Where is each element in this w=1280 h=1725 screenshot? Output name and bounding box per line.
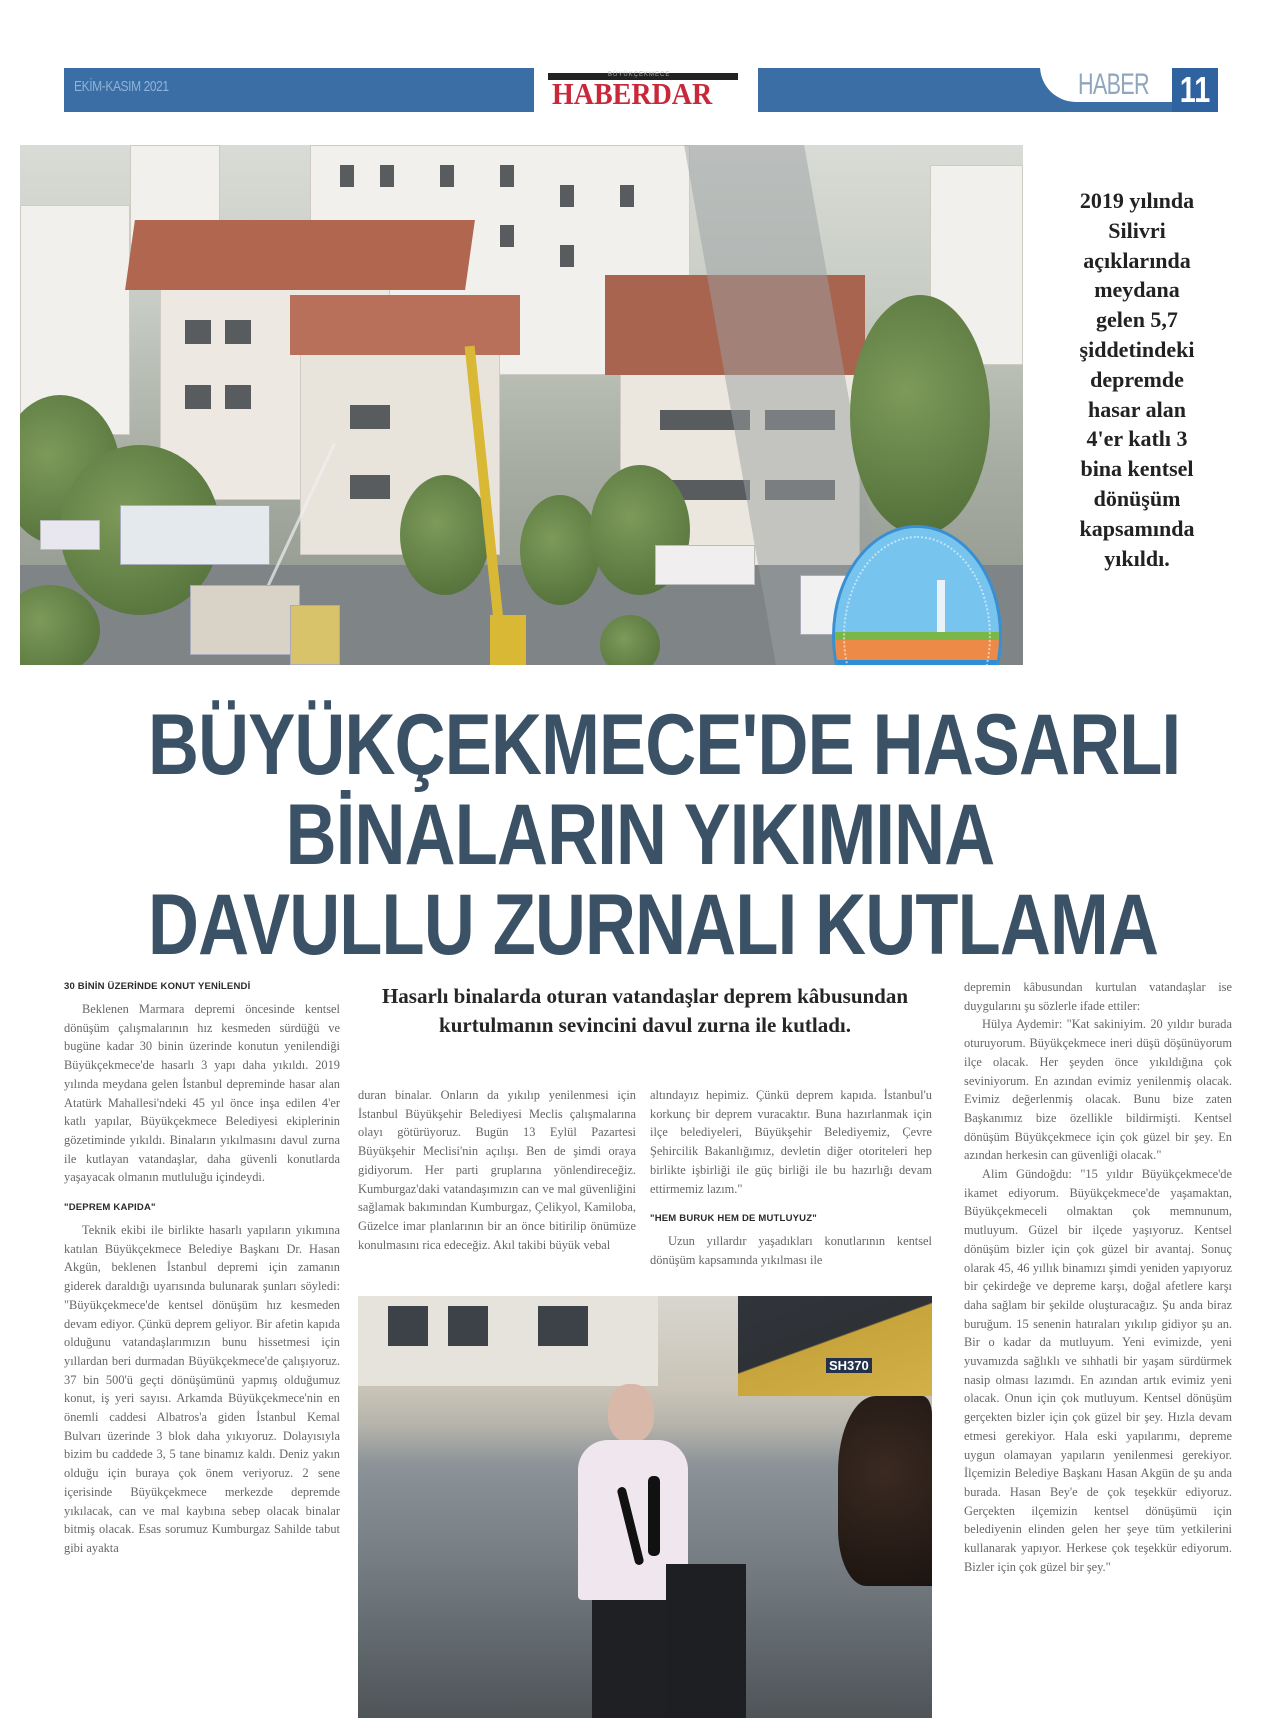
photo-window — [620, 185, 634, 207]
photo-window — [388, 1306, 428, 1346]
excavator-label: SH370 — [826, 1358, 872, 1373]
paragraph: Uzun yıllardır yaşadıkları konutlarının kentsel dönüşüm kapsamında yıkılması ile — [650, 1234, 932, 1267]
headline-line: BÜYÜKÇEKMECE'DE HASARLI — [148, 697, 1181, 793]
subheading: "HEM BURUK HEM DE MUTLUYUZ" — [650, 1213, 817, 1225]
photo-window — [538, 1306, 588, 1346]
photo-caption — [1032, 186, 1242, 573]
paragraph: Hülya Aydemir: "Kat sakiniyim. 20 yıldır burada oturuyorum. Büyükçekmece ineri düşü döşünüyorum ilçe olacak. Her şeyden önce yıkıldığına çok seviniyorum. En azından evimiz yenilenmiş olacak. Evimiz değerlenmiş olacak. Bunu bize zaten Başkanımız bize özellikle bildirmişti. Kentsel dönüşüm Büyükçekmece için çok güzel bir şey. En azından herkesin can güvenliği olacak." — [964, 1017, 1232, 1163]
article-column-3 — [650, 1086, 932, 1270]
damaged-roof-2 — [290, 295, 520, 355]
photo-window — [560, 245, 574, 267]
spacer — [650, 1198, 932, 1210]
caption-line: şiddetindeki — [1079, 336, 1195, 362]
photo-tree — [400, 475, 490, 595]
page-number-box — [1172, 68, 1218, 112]
paragraph: Teknik ekibi ile birlikte hasarlı yapıların yıkımına katılan Büyükçekmece Belediye Başkanı Dr. Hasan Akgün, beklenen İstanbul depremi için zamanın giderek daraldığı uyarısında bulunarak şunları söyledi: "Büyükçekmece'de kentsel dönüşüm hız kesmeden devam ediyor. Çünkü deprem geliyor. Bir afetin kapıda olduğunu vatandaşlarımızın bunu hissetmesi için yıllardan beri durmadan Büyükçekmece'de çalışıyoruz. 37 bin 500'ü geçti dönüşümünü yapmış olduğumuz konut, iş yeri sayısı. Arkamda Büyükçekmece'nin en önemli caddesi Albatros'a giden İstanbul Kemal Bulvarı üzerinde 3 blok daha yıkıyoruz. Dolayısıyla bizim bu caddede 3, 5 tane binamız kaldı. Deniz yakın olduğu için buraya çok önem veriyoruz. 2 sene içerisinde Büyükçekmece merkezde depremde yıkılacak, can ve mal kaybına sebep olacak binalar bitmiş olacak. Esas sorumuz Kumburgaz Sahilde tabut gibi ayakta — [64, 1223, 340, 1555]
damaged-roof-1 — [125, 220, 475, 290]
caption-line: depremde — [1090, 366, 1184, 392]
truck — [190, 585, 300, 655]
section-label: HABER — [1078, 68, 1149, 101]
page-number: 11 — [1179, 69, 1211, 110]
caption-line: kapsamında — [1079, 515, 1195, 541]
article-column-4 — [964, 978, 1232, 1577]
banner — [655, 545, 755, 585]
photo-window — [350, 405, 390, 429]
caption-line: gelen 5,7 — [1096, 307, 1178, 333]
photo-window — [350, 475, 390, 499]
person-pants — [592, 1600, 674, 1718]
interview-photo[interactable] — [358, 1296, 932, 1718]
spacer — [64, 1187, 340, 1199]
subheading: "DEPREM KAPIDA" — [64, 1202, 156, 1214]
article-column-1 — [64, 978, 340, 1558]
paragraph: duran binalar. Onların da yıkılıp yenilenmesi için İstanbul Büyükşehir Belediyesi Meclis çalışmalarına olayı götürüyoruz. Bugün 13 Eylül Pazartesi Büyükşehir Meclisi'nin açılışı. Ben de şimdi oraya gidiyorum. Her parti gruplarına yönlendireceğiz. Kumburgaz'daki vatandaşımızın can ve mal güvenliğini sağlamak bakımından Kumburgaz, Çelikyol, Kamiloba, Güzelce imar planlarının bir an önce bitirilip önümüze konulmasını rica edeceğiz. Akıl takibi büyük vebal — [358, 1088, 636, 1252]
newspaper-logo[interactable] — [548, 68, 744, 112]
headline-line: DAVULLU ZURNALI KUTLAMA — [148, 877, 1159, 973]
photo-window — [500, 225, 514, 247]
banner — [40, 520, 100, 550]
caption-line: Silivri — [1108, 217, 1166, 243]
photo-window — [225, 320, 251, 344]
microphone-icon — [648, 1476, 660, 1556]
truck — [290, 605, 340, 665]
water-truck — [120, 505, 270, 565]
article-column-2 — [358, 1086, 636, 1254]
photo-tree — [520, 495, 600, 605]
municipality-seal-icon — [832, 525, 1002, 665]
headline-line: BİNALARIN YIKIMINA — [285, 787, 995, 883]
subheading: 30 BİNİN ÜZERİNDE KONUT YENİLENDİ — [64, 981, 251, 992]
logo-text: HABERDAR — [552, 77, 713, 112]
photo-window — [185, 320, 211, 344]
caption-line: açıklarında — [1083, 247, 1191, 273]
caption-line: 4'er katlı 3 — [1086, 426, 1188, 452]
paragraph: depremin kâbusundan kurtulan vatandaşlar ise duygularını şu sözlerle ifade ettiler: — [964, 980, 1232, 1013]
article-headline — [40, 697, 1240, 973]
camera — [666, 1564, 746, 1718]
photo-window — [560, 185, 574, 207]
paragraph: Beklenen Marmara depremi öncesinde kentsel dönüşüm çalışmalarının hız kesmeden sürdüğü ve bugüne kadar 30 binin üzerinde konutun yenilendiği Büyükçekmece'de hasarlı 3 yapı daha yıkıldı. 2019 yılında meydana gelen İstanbul depreminde hasar alan Atatürk Mahallesi'ndeki 45 yıl önce inşa edilen 4'er katlı yapılar, Büyükçekmece Belediyesi ekiplerinin gözetiminde yıkıldı. Binaların yıkılmasını davul zurna ile kutlayan vatandaşlar, daha güvenli konutlarda yaşayacak olmanın mutluluğu içindeydi. — [64, 1002, 340, 1185]
photo-window — [225, 385, 251, 409]
article-deck: Hasarlı binalarda oturan vatandaşlar deprem kâbusundan kurtulmanın sevincini davul zurna ile kutladı. — [381, 984, 909, 1037]
logo-strip-text: BÜYÜKÇEKMECE — [608, 72, 671, 78]
photo-window — [448, 1306, 488, 1346]
caption-line: 2019 yılında — [1079, 188, 1195, 213]
crane-base — [490, 615, 526, 665]
paragraph: altındayız hepimiz. Çünkü deprem kapıda. İstanbul'u korkunç bir deprem vuracaktır. Buna hazırlanmak için ilçe belediyeleri, Büyükşehir Belediyemiz, Çevre Şehircilik Bakanlığımız, devletin diğer otoriteleri hep birlikte işbirliği ile güç birliği ile bu hazırlığı devam ettirmemiz lazım." — [650, 1088, 932, 1196]
photo-window — [340, 165, 354, 187]
paragraph: Alim Gündoğdu: "15 yıldır Büyükçekmece'de ikamet ediyorum. Büyükçekmece'de yaşamaktan, Büyükçekmeceli olmaktan çok memnunum, mutluyum. Güzel bir ilçede yaşıyoruz. Kentsel dönüşüm bizler için çok güzel bir avantaj. Sonuç olarak 45, 46 yıllık binamızı şimdi yeniden yapıyoruz bir çekirdeğe ve depreme karşı, doğal afetlere karşı daha sağlam bir şekilde oluşturacağız. Şu anda biraz buruğum. 15 senenin hatıraları yıkılıp gidiyor şu an. Bir o kadar da mutluyum. Yeni evimizde, yeni yuvamızda sağlıklı ve sıhhatli bir yaşam sürdürmek nasip olması lazımdı. En azından artık evimiz yeni olacak. Onun için çok mutluyum. Kentsel dönüşüm gerçekten bizler için çok güzel bir şey. Hızla devam etmesi gerekiyor. Hala eski yapılarımı, depreme uygun olamayan yapıların yenilenmesi gerekiyor. İlçemizin Belediye Başkanı Hasan Akgün de şu anda burada. Hasan Bey'e de çok teşekkür ediyoruz. Gerçekten ilçemizin kentsel dönüşümü için belediyenin elinden gelen her şeye tüm yetkilerini kullanarak yapıyor. Herkese çok teşekkür ediyorum. Bizler için çok güzel bir şey." — [964, 1167, 1232, 1574]
photo-window — [185, 385, 211, 409]
photo-tree — [850, 295, 990, 535]
caption-line: bina kentsel — [1080, 456, 1194, 482]
reporter-figure — [838, 1396, 932, 1586]
photo-window — [440, 165, 454, 187]
photo-window — [500, 165, 514, 187]
person-head — [608, 1384, 654, 1442]
caption-line: meydana — [1094, 277, 1180, 303]
hero-photo[interactable] — [20, 145, 1023, 665]
photo-window — [380, 165, 394, 187]
issue-date: EKİM-KASIM 2021 — [74, 78, 169, 95]
caption-line: dönüşüm — [1093, 485, 1181, 511]
caption-line: yıkıldı. — [1104, 545, 1170, 571]
excavator — [738, 1296, 932, 1396]
masthead — [0, 0, 1280, 130]
caption-line: hasar alan — [1087, 396, 1186, 422]
